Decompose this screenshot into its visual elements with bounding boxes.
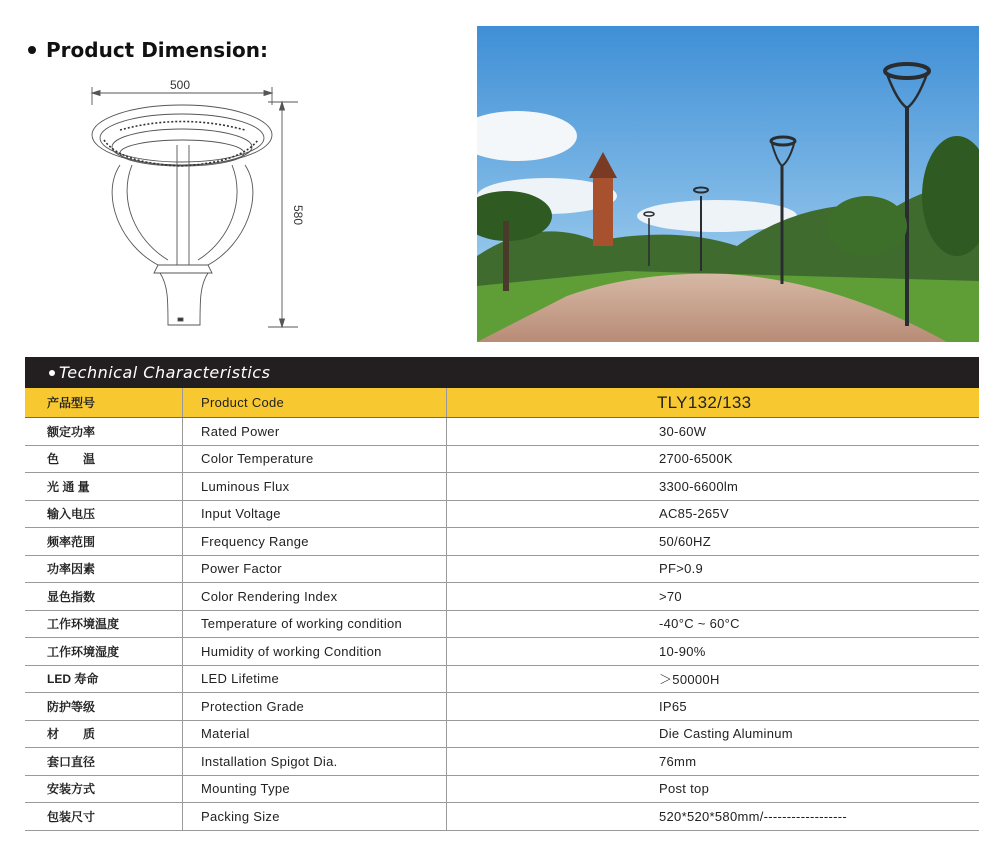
spec-value: 2700-6500K xyxy=(447,445,980,473)
spec-value: 76mm xyxy=(447,748,980,776)
spec-label-en: Temperature of working condition xyxy=(183,610,447,638)
table-row xyxy=(25,473,979,501)
spec-label-cn: 频率范围 xyxy=(25,528,183,556)
spec-label-en: Mounting Type xyxy=(183,775,447,803)
spec-label-en: Humidity of working Condition xyxy=(183,638,447,666)
spec-value: >70 xyxy=(447,583,980,611)
spec-label-cn: 产品型号 xyxy=(25,388,183,418)
dimension-drawing xyxy=(80,75,310,335)
spec-value: ＞50000H xyxy=(447,665,980,693)
spec-label-en: Packing Size xyxy=(183,803,447,831)
spec-value: 10-90% xyxy=(447,638,980,666)
table-row xyxy=(25,388,979,418)
spec-value: AC85-265V xyxy=(447,500,980,528)
spec-label-cn: LED 寿命 xyxy=(25,665,183,693)
height-label: 580 xyxy=(291,204,305,226)
table-row xyxy=(25,720,979,748)
spec-value: 50/60HZ xyxy=(447,528,980,556)
spec-value: Die Casting Aluminum xyxy=(447,720,980,748)
spec-label-en: Protection Grade xyxy=(183,693,447,721)
spec-value: 3300-6600lm xyxy=(447,473,980,501)
spec-label-cn: 工作环境温度 xyxy=(25,610,183,638)
table-row xyxy=(25,583,979,611)
spec-label-cn: 安装方式 xyxy=(25,775,183,803)
spec-label-en: Color Temperature xyxy=(183,445,447,473)
table-row xyxy=(25,638,979,666)
table-row xyxy=(25,693,979,721)
spec-label-cn: 套口直径 xyxy=(25,748,183,776)
spec-label-en: Input Voltage xyxy=(183,500,447,528)
spec-value: 520*520*580mm/------------------ xyxy=(447,803,980,831)
width-label: 500 xyxy=(169,78,191,92)
spec-label-cn: 输入电压 xyxy=(25,500,183,528)
spec-label-cn: 功率因素 xyxy=(25,555,183,583)
spec-label-en: Luminous Flux xyxy=(183,473,447,501)
section-title: Technical Characteristics xyxy=(59,363,271,382)
spec-value: TLY132/133 xyxy=(447,388,980,418)
spec-label-en: Installation Spigot Dia. xyxy=(183,748,447,776)
spec-label-en: Material xyxy=(183,720,447,748)
spec-value: 30-60W xyxy=(447,418,980,446)
table-row xyxy=(25,528,979,556)
table-row xyxy=(25,748,979,776)
scene-photo xyxy=(477,26,979,342)
table-row xyxy=(25,803,979,831)
spec-label-cn: 防护等级 xyxy=(25,693,183,721)
table-row xyxy=(25,610,979,638)
spec-label-en: LED Lifetime xyxy=(183,665,447,693)
spec-label-cn: 额定功率 xyxy=(25,418,183,446)
spec-label-cn: 材 质 xyxy=(25,720,183,748)
spec-label-en: Rated Power xyxy=(183,418,447,446)
dimension-heading xyxy=(28,38,268,62)
spec-label-en: Color Rendering Index xyxy=(183,583,447,611)
spec-label-cn: 工作环境湿度 xyxy=(25,638,183,666)
spec-value: PF>0.9 xyxy=(447,555,980,583)
spec-label-cn: 色 温 xyxy=(25,445,183,473)
table-row xyxy=(25,445,979,473)
spec-value: -40°C ~ 60°C xyxy=(447,610,980,638)
table-row xyxy=(25,555,979,583)
spec-label-cn: 光 通 量 xyxy=(25,473,183,501)
spec-value: IP65 xyxy=(447,693,980,721)
spec-label-en: Power Factor xyxy=(183,555,447,583)
spec-label-en: Frequency Range xyxy=(183,528,447,556)
spec-value: Post top xyxy=(447,775,980,803)
bullet-icon xyxy=(28,46,36,54)
technical-characteristics-header xyxy=(25,357,979,388)
dimension-title: Product Dimension: xyxy=(46,38,269,62)
table-row xyxy=(25,665,979,693)
spec-label-cn: 包装尺寸 xyxy=(25,803,183,831)
spec-label-cn: 显色指数 xyxy=(25,583,183,611)
spec-table xyxy=(25,388,979,831)
table-row xyxy=(25,500,979,528)
table-row xyxy=(25,775,979,803)
table-row xyxy=(25,418,979,446)
bullet-icon xyxy=(49,370,55,376)
spec-label-en: Product Code xyxy=(183,388,447,418)
